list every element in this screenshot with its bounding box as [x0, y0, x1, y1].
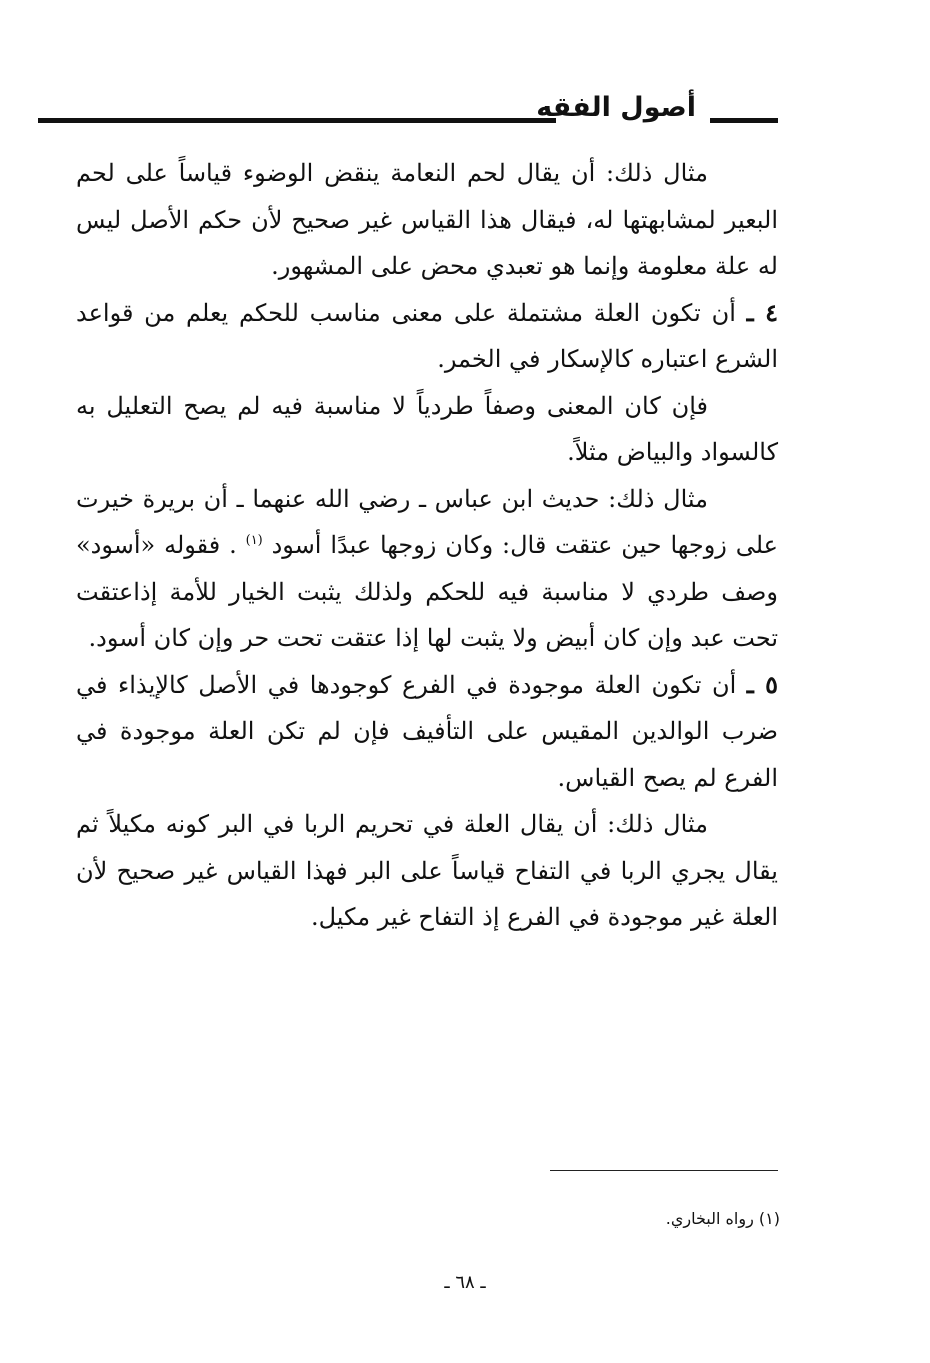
- condition-5-text: أن تكون العلة موجودة في الفرع كوجودها في الأصل كالإيذاء في ضرب الوالدين المقيس على التأفيف فإن لم تكن العلة موجودة في الفرع لم يصح القياس.: [76, 670, 778, 792]
- paragraph-example-barirah: [76, 476, 778, 662]
- footnote-separator: [550, 1170, 778, 1171]
- header-rule-right: [710, 118, 778, 123]
- page-number: ـ ٦٨ ـ: [444, 1272, 486, 1293]
- body-text: [76, 150, 778, 941]
- footnote-marker[interactable]: (١): [245, 533, 263, 548]
- header-rule-left: [38, 118, 556, 123]
- paragraph-example-ostrich: مثال ذلك: أن يقال لحم النعامة ينقض الوضوء قياساً على لحم البعير لمشابهتها له، فيقال هذا القياس غير صحيح لأن حكم الأصل ليس له علة معلومة وإنما هو تعبدي محض على المشهور.: [76, 159, 778, 280]
- header-title: أصول الفقه: [536, 92, 696, 123]
- footnote: (١) رواه البخاري.: [665, 1209, 780, 1228]
- barirah-text-before-note: مثال ذلك: حديث ابن عباس ـ رضي الله عنهما ـ أن بريرة خيرت على زوجها حين عتقت قال: وكان زوجها عبدًا أسود: [76, 484, 779, 559]
- paragraph-example-riba: مثال ذلك: أن يقال العلة في تحريم الربا في البر كونه مكيلاً ثم يقال يجري الربا في التفاح قياساً على البر فهذا القياس غير صحيح لأن العلة غير موجودة في الفرع إذ التفاح غير مكيل.: [76, 810, 778, 931]
- condition-number-4: ٤ ـ: [746, 297, 779, 327]
- paragraph-descriptive-trait: فإن كان المعنى وصفاً طردياً لا مناسبة فيه لم يصح التعليل به كالسواد والبياض مثلاً.: [76, 391, 778, 466]
- barirah-text-after-note: . فقوله «أسود» وصف طردي لا مناسبة فيه للحكم ولذلك يثبت الخيار للأمة إذاعتقت تحت عبد وإن كان أبيض ولا يثبت لها إذا عتقت تحت حر وإن كان أسود.: [76, 531, 778, 652]
- condition-4-text: أن تكون العلة مشتملة على معنى مناسب للحكم يعلم من قواعد الشرع اعتباره كالإسكار في الخمر.: [76, 298, 778, 373]
- condition-number-5: ٥ ـ: [746, 669, 778, 699]
- running-header: [38, 88, 778, 128]
- paragraph-condition-4: [76, 290, 778, 383]
- paragraph-condition-5: [76, 662, 778, 802]
